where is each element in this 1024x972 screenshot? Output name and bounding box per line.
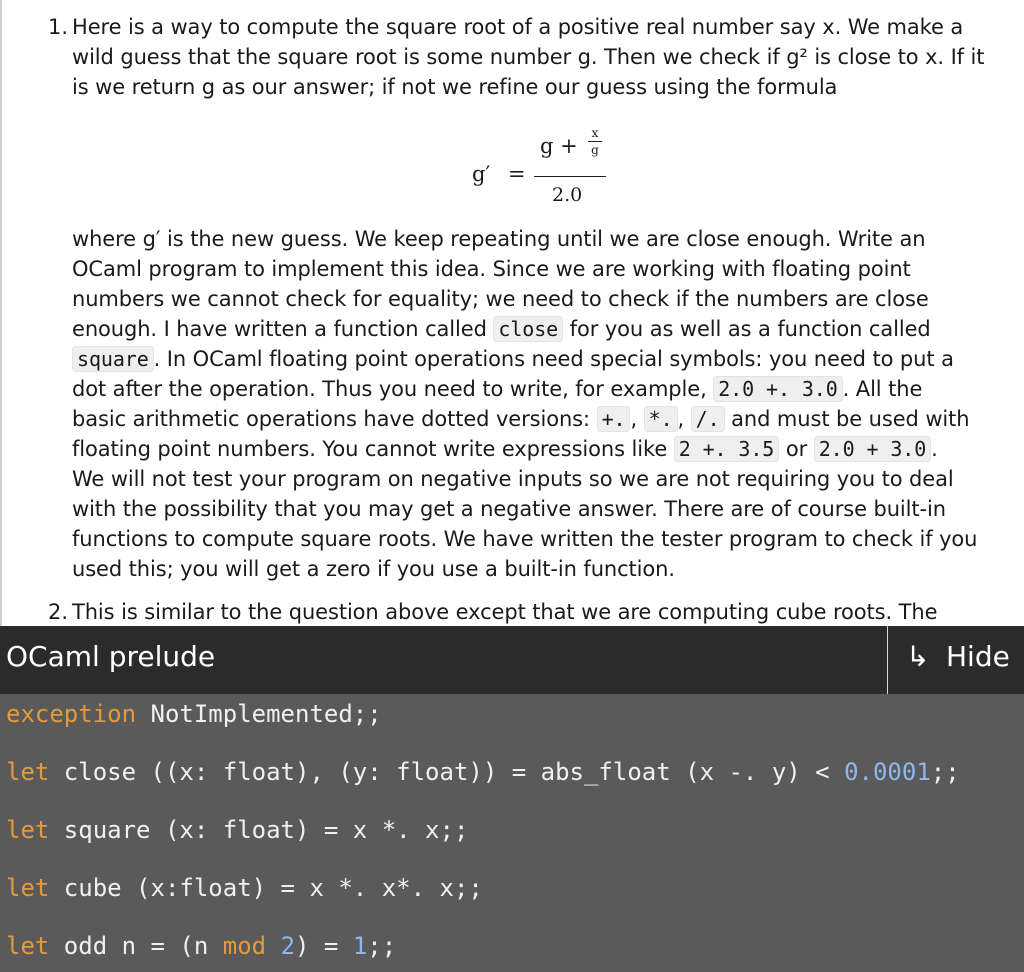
body-line: OCaml program to implement this idea. Since we are working with floating point — [72, 257, 911, 281]
code-text: ) = — [295, 932, 353, 960]
code-example: 2.0 +. 3.0 — [713, 376, 842, 402]
code-bad-example-2: 2.0 + 3.0 — [814, 436, 931, 462]
code-number: 1 — [352, 932, 368, 960]
body-text: . — [931, 437, 938, 461]
code-text: close ((x: float), (y: float)) = abs_float (x -. y) < — [49, 758, 845, 786]
code-line — [6, 874, 483, 902]
code-number: 2 — [280, 932, 296, 960]
body-text: . In OCaml floating point operations need special symbols: you need to put a — [153, 347, 954, 371]
body-text: for you as well as a function called — [563, 317, 931, 341]
formula-denominator: 2.0 — [552, 184, 583, 206]
body-line — [72, 404, 1012, 434]
code-text: odd n = (n — [49, 932, 223, 960]
code-number: 0.0001 — [844, 758, 931, 786]
code-line — [6, 816, 468, 844]
body-text: dot after the operation. Thus you need to write, for example, — [72, 377, 714, 401]
refinement-formula — [472, 118, 632, 218]
body-line — [72, 314, 1012, 344]
body-line: with the possibility that you may get a negative answer. There are of course built-in — [72, 497, 946, 521]
code-div: /. — [691, 406, 725, 432]
ocaml-prelude-panel — [0, 626, 1024, 972]
question-1-body — [72, 224, 1012, 584]
inner-fraction-bar — [588, 141, 602, 142]
body-text: , — [677, 407, 691, 431]
body-line — [72, 434, 1012, 464]
formula-inner-fraction — [588, 126, 602, 157]
body-text: basic arithmetic operations have dotted versions: — [72, 407, 597, 431]
formula-numerator: g + — [540, 134, 578, 158]
body-text: enough. I have written a function called — [72, 317, 494, 341]
body-line: used this; you will get a zero if you use a built-in function. — [72, 557, 675, 581]
code-text: cube (x:float) = x *. x*. x;; — [49, 874, 483, 902]
code-keyword: let — [6, 874, 50, 902]
code-keyword: let — [6, 816, 50, 844]
body-text: floating point numbers. You cannot write expressions like — [72, 437, 674, 461]
prelude-title: OCaml prelude — [6, 640, 216, 673]
code-keyword: let — [6, 758, 50, 786]
code-line — [6, 758, 960, 786]
formula-equals: = — [508, 162, 526, 186]
return-arrow-icon: ↳ — [906, 640, 930, 673]
code-text: NotImplemented;; — [136, 700, 382, 728]
body-text: or — [779, 437, 814, 461]
body-line: We will not test your program on negative inputs so we are not requiring you to deal — [72, 467, 954, 491]
inner-numerator: x — [591, 126, 599, 140]
body-line: numbers we cannot check for equality; we need to check if the numbers are close — [72, 287, 929, 311]
hide-button[interactable] — [887, 626, 1024, 694]
question-2-number: 2. — [48, 600, 69, 624]
code-line — [6, 932, 396, 960]
code-line — [6, 700, 382, 728]
body-text: and must be used with — [724, 407, 970, 431]
question-1-number: 1. — [48, 15, 69, 39]
formula-fraction-bar — [534, 176, 606, 177]
code-keyword: mod — [222, 932, 267, 960]
question-1-intro — [72, 12, 1012, 102]
code-close: close — [493, 316, 563, 342]
intro-line: Here is a way to compute the square root of a positive real number say x. We make a — [72, 15, 964, 39]
question-2-text — [72, 597, 1012, 626]
body-line — [72, 374, 1012, 404]
body-line: where g′ is the new guess. We keep repeating until we are close enough. Write an — [72, 227, 926, 251]
intro-line: is we return g as our answer; if not we refine our guess using the formula — [72, 75, 838, 99]
code-square: square — [72, 346, 154, 372]
inner-denominator: g — [591, 143, 599, 157]
intro-line: wild guess that the square root is some number g. Then we check if g² is close to x. If it — [72, 45, 985, 69]
code-times: *. — [644, 406, 678, 432]
body-line: functions to compute square roots. We have written the tester program to check if you — [72, 527, 978, 551]
code-keyword: exception — [6, 700, 137, 728]
body-text: , — [630, 407, 644, 431]
formula-lhs: g′ — [472, 162, 491, 186]
code-text: square (x: float) = x *. x;; — [49, 816, 469, 844]
body-line — [72, 344, 1012, 374]
prelude-header — [0, 626, 1024, 694]
body-text: . All the — [842, 377, 923, 401]
code-keyword: let — [6, 932, 50, 960]
code-text: ;; — [930, 758, 960, 786]
code-text: ;; — [367, 932, 397, 960]
hide-label: Hide — [946, 640, 1010, 673]
code-text — [266, 932, 280, 960]
question-2-line: This is similar to the question above except that we are computing cube roots. The — [72, 600, 938, 624]
code-bad-example-1: 2 +. 3.5 — [674, 436, 780, 462]
code-plus: +. — [597, 406, 631, 432]
